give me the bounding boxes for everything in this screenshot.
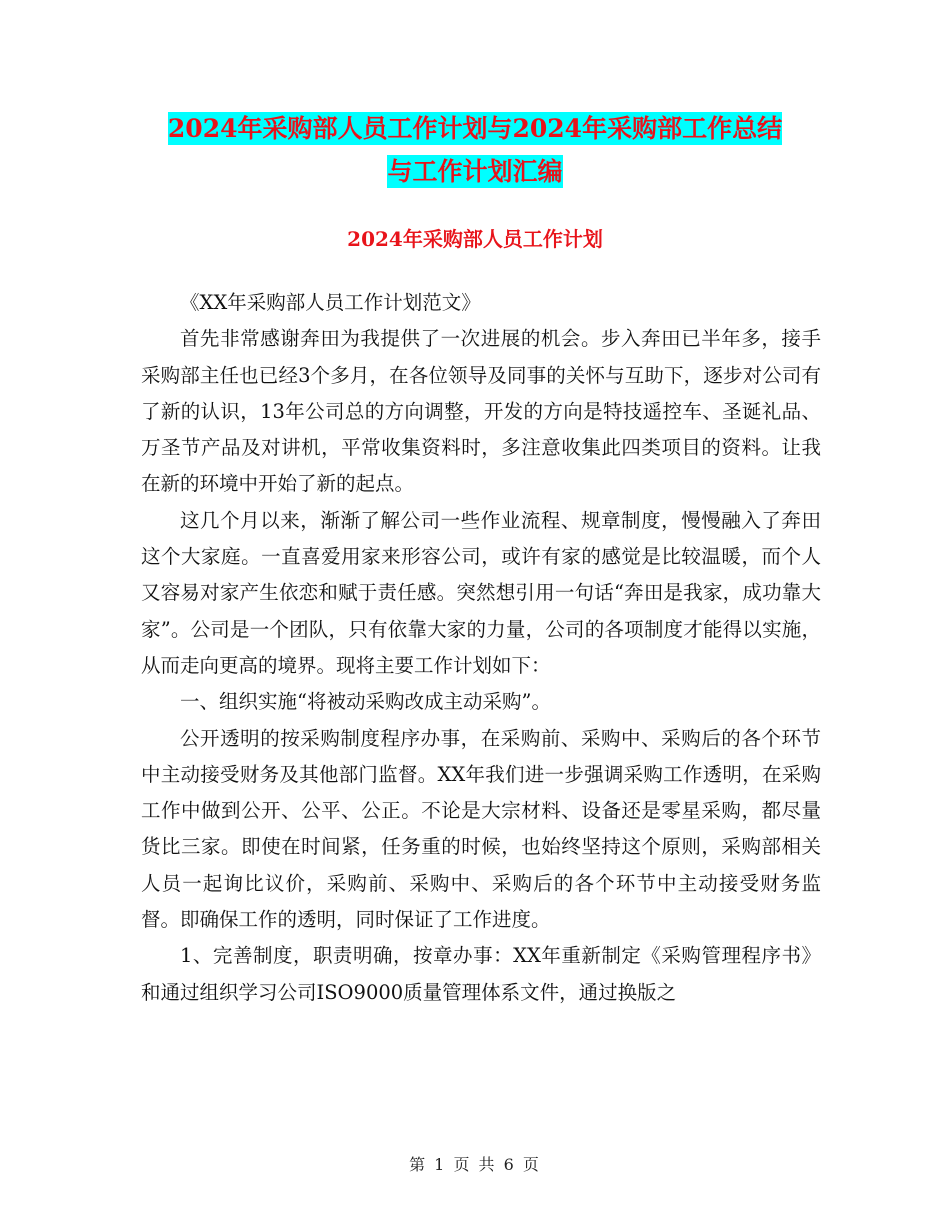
document-title-line-1: 2024年采购部人员工作计划与2024年采购部工作总结 <box>167 114 783 143</box>
paragraph: 这几个月以来，渐渐了解公司一些作业流程、规章制度，慢慢融入了奔田这个大家庭。一直喜爱用家来形容公司，或许有家的感觉是比较温暖，而个人又容易对家产生依恋和赋于责任感。突然想引用一句话“奔田是我家，成功靠大家”。公司是一个团队，只有依靠大家的力量，公司的各项制度才能得以实施，从而走向更高的境界。现将主要工作计划如下： <box>141 508 821 677</box>
paragraph-subtitle: 《XX年采购部人员工作计划范文》 <box>180 291 481 314</box>
paragraph: 首先非常感谢奔田为我提供了一次进展的机会。步入奔田已半年多，接手采购部主任也已经3个多月，在各位领导及同事的关怀与互助下，逐步对公司有了新的认识，13年公司总的方向调整，开发的方向是特技遥控车、圣诞礼品、万圣节产品及对讲机，平常收集资料时，多注意收集此四类项目的资料。让我在新的环境中开始了新的起点。 <box>141 327 821 496</box>
page-footer: 第 1 页 共 6 页 <box>409 1155 541 1174</box>
section-title: 2024年采购部人员工作计划 <box>347 227 603 251</box>
body-text <box>141 285 821 1011</box>
document-title-line-2: 与工作计划汇编 <box>387 157 563 186</box>
paragraph: 公开透明的按采购制度程序办事，在采购前、采购中、采购后的各个环节中主动接受财务及其他部门监督。XX年我们进一步强调采购工作透明，在采购工作中做到公开、公平、公正。不论是大宗材料、设备还是零星采购，都尽量货比三家。即使在时间紧，任务重的时候，也始终坚持这个原则，采购部相关人员一起询比议价，采购前、采购中、采购后的各个环节中主动接受财务监督。即确保工作的透明，同时保证了工作进度。 <box>141 726 821 932</box>
paragraph: 1、完善制度，职责明确，按章办事：XX年重新制定《采购管理程序书》和通过组织学习公司ISO9000质量管理体系文件，通过换版之 <box>141 944 821 1004</box>
paragraph-heading: 一、组织实施“将被动采购改成主动采购”。 <box>180 690 551 714</box>
